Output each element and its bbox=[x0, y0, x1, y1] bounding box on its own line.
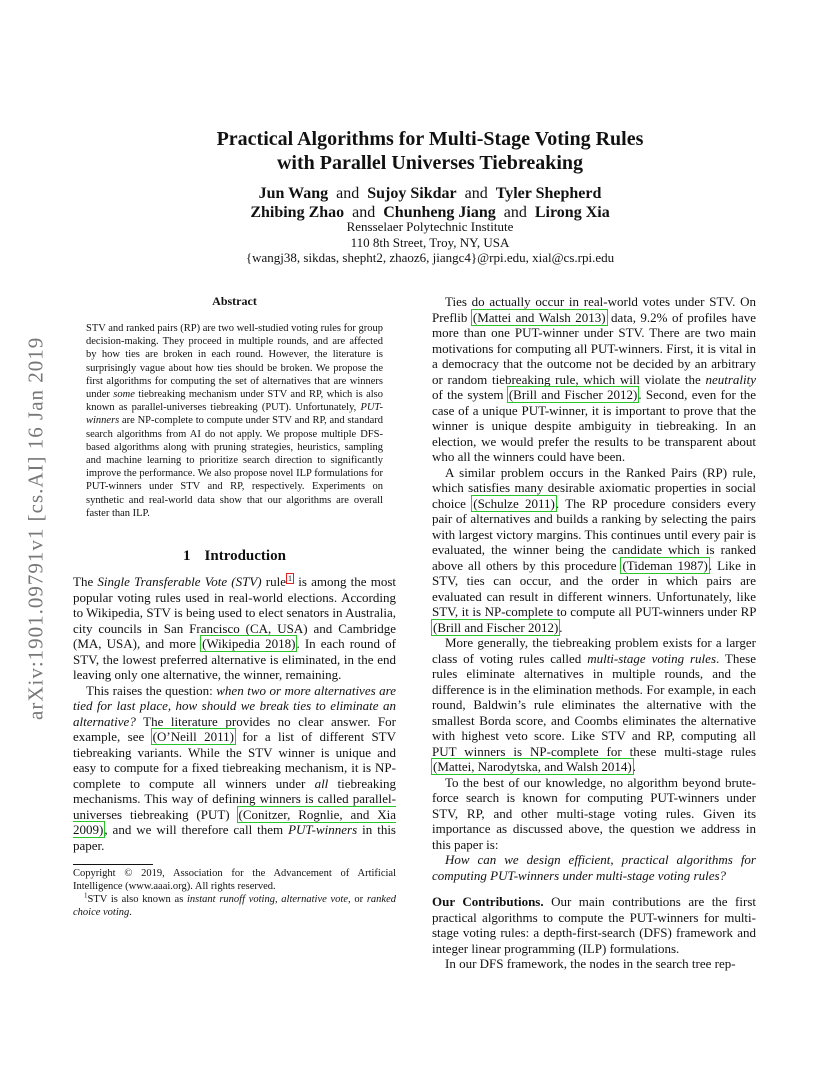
institute: Rensselaer Polytechnic Institute bbox=[346, 219, 514, 234]
right-paragraph-2: A similar problem occurs in the Ranked Pairs (RP) rule, which satisfies many desirable axiomatic properties in social choice (Schulze 2011). The RP procedure considers every pair of alternatives and builds a ranking by selecting the pairs with largest victory margins. This continues until every pair is evaluated, the winner being the candidate which is ranked above all others by this procedure (Tideman 1987). Like in STV, ties can occur, and the order in which pairs are evaluated can result in different winners. Unfortunately, like STV, it is NP-complete to compute all PUT-winners under RP (Brill and Fischer 2012). bbox=[432, 464, 756, 635]
footnote-divider bbox=[73, 864, 153, 865]
title-line-1: Practical Algorithms for Multi-Stage Voting Rules bbox=[216, 128, 644, 150]
author-name: Lirong Xia bbox=[534, 204, 610, 221]
citation-link[interactable]: (Brill and Fischer 2012) bbox=[433, 619, 559, 635]
citation-link[interactable]: (Brill and Fischer 2012) bbox=[508, 387, 638, 402]
paper-title bbox=[110, 127, 750, 175]
right-paragraph-1: Ties do actually occur in real-world votes under STV. On Preflib (Mattei and Walsh 2013) data, 9.2% of profiles have more than one PUT-winner under STV. There are two main motivations for computing all PUT-winners. First, it is vital in a democracy that the outcome not be decided by an arbitrary or random tiebreaking rule, which will violate the neutrality of the system (Brill and Fischer 2012). Second, even for the case of a unique PUT-winner, it is important to prove that the winner is unique despite ambiguity in tiebreaking. In an election, we would prefer the results to be transparent about who all the winners could have been. bbox=[432, 294, 756, 464]
citation-link[interactable]: (Tideman 1987) bbox=[622, 557, 708, 573]
right-paragraph-last: In our DFS framework, the nodes in the search tree rep- bbox=[445, 956, 736, 971]
title-line-2: with Parallel Universes Tiebreaking bbox=[276, 152, 584, 174]
author-sep: and bbox=[336, 185, 360, 202]
intro-paragraph-1: The Single Transferable Vote (STV) rule $^1$ is among the most popular voting rules used in real-world elections. According to Wikipedia, STV is being used to elect senators in Australia, city councils in San Francisco (CA, USA) and Cambridge (MA, USA), and more (Wikipedia 2018). In each round of STV, the lowest preferred alternative is eliminated, in the end leaving only one alternative, the winner, remaining. bbox=[73, 573, 396, 683]
citation-link[interactable]: (Conitzer, Rognlie, and Xia 2009) bbox=[73, 806, 397, 838]
author-sep: and bbox=[503, 204, 527, 221]
author-line-1 bbox=[110, 184, 750, 203]
author-list bbox=[110, 184, 750, 222]
citation-link[interactable]: (Mattei, Narodytska, and Walsh 2014) bbox=[433, 759, 632, 774]
affiliation bbox=[110, 219, 750, 266]
right-paragraph-4: To the best of our knowledge, no algorithm beyond brute-force search is known for computing PUT-winners under STV, RP, and other multi-stage voting rules. Given its importance as discussed above, the question we address in this paper is: bbox=[432, 774, 756, 852]
contributions-heading: Our Contributions. bbox=[432, 894, 544, 909]
abstract-heading: Abstract bbox=[212, 294, 257, 308]
author-name: Tyler Shepherd bbox=[495, 185, 602, 202]
author-sep: and bbox=[352, 204, 376, 221]
abstract-text: STV and ranked pairs (RP) are two well-studied voting rules for group decision-making. They proceed in multiple rounds, and are affected by how ties are broken in each round. However, the literature is surprisingly vague about how ties should be broken. We propose the first algorithms for computing the set of alternatives that are winners under some tiebreaking mechanism under STV and RP, which is also known as parallel-universes tiebreaking (PUT). Unfortunately, PUT-winners are NP-complete to compute under STV and RP, and standard search algorithms from AI do not apply. We propose multiple DFS-based algorithms along with pruning strategies, heuristics, sampling and machine learning to prioritize search direction to significantly improve the performance. We also propose novel ILP formulations for PUT-winners under STV and RP, respectively. Experiments on synthetic and real-world data show that our algorithms are overall faster than ILP. bbox=[86, 323, 383, 519]
author-name: Chunheng Jiang bbox=[383, 204, 496, 221]
contributions-paragraph: Our Contributions. Our main contributions are the first practical algorithms to compute the PUT-winners for multi-stage voting rules: a depth-first-search (DFS) framework and integer linear programming (ILP) formulations. bbox=[432, 894, 756, 956]
research-question: How can we design efficient, practical algorithms for computing PUT-winners under multi-stage voting rules? bbox=[432, 852, 756, 883]
citation-link[interactable]: (Mattei and Walsh 2013) bbox=[472, 309, 606, 325]
right-paragraph-3: More generally, the tiebreaking problem exists for a larger class of voting rules called multi-stage voting rules. These rules eliminate alternatives in multiple rounds, and the difference is in the elimination methods. For example, in each round, Baldwin’s rule eliminates the alternative with the smallest Borda score, and Coombs eliminates the alternative with highest veto score. Like STV and RP, computing all PUT winners is NP-complete for these multi-stage rules (Mattei, Narodytska, and Walsh 2014). bbox=[432, 635, 756, 774]
arxiv-identifier: arXiv:1901.09791v1 [cs.AI] 16 Jan 2019 bbox=[23, 336, 48, 720]
author-name: Sujoy Sikdar bbox=[367, 185, 457, 202]
left-column bbox=[73, 294, 396, 919]
citation-link[interactable]: (O’Neill 2011) bbox=[152, 729, 234, 745]
citation-link[interactable]: (Schulze 2011) bbox=[473, 495, 555, 511]
footnote-link[interactable]: 1 bbox=[288, 573, 293, 583]
emails: {wangj38, sikdas, shepht2, zhaoz6, jiangc4}@rpi.edu, xial@cs.rpi.edu bbox=[245, 250, 615, 265]
address: 110 8th Street, Troy, NY, USA bbox=[350, 234, 510, 250]
author-name: Jun Wang bbox=[258, 185, 329, 202]
author-name: Zhibing Zhao bbox=[250, 204, 345, 221]
citation-link[interactable]: (Wikipedia 2018) bbox=[202, 636, 296, 652]
section-title: Introduction bbox=[204, 548, 286, 565]
author-sep: and bbox=[464, 185, 488, 202]
section-number: 1 bbox=[183, 548, 191, 565]
intro-paragraph-2: This raises the question: when two or more alternatives are tied for last place, how should we break ties to eliminate an alternative? The literature provides no clear answer. For example, see (O’Neill 2011) for a list of different STV tiebreaking variants. While the STV winner is unique and easy to compute for a fixed tiebreaking mechanism, it is NP-complete to compute all winners under all tiebreaking mechanisms. This way of defining winners is called parallel-universes tiebreaking (PUT) (Conitzer, Rognlie, and Xia 2009), and we will therefore call them PUT-winners in this paper. bbox=[73, 682, 397, 853]
footnote-1: $^1$STV is also known as instant runoff voting, alternative vote, or ranked choice voting. bbox=[73, 891, 397, 919]
copyright-notice: Copyright © 2019, Association for the Advancement of Artificial Intelligence (www.aaai.org). All rights reserved. bbox=[73, 868, 396, 893]
right-column bbox=[432, 294, 756, 972]
section-heading-introduction bbox=[73, 548, 396, 565]
